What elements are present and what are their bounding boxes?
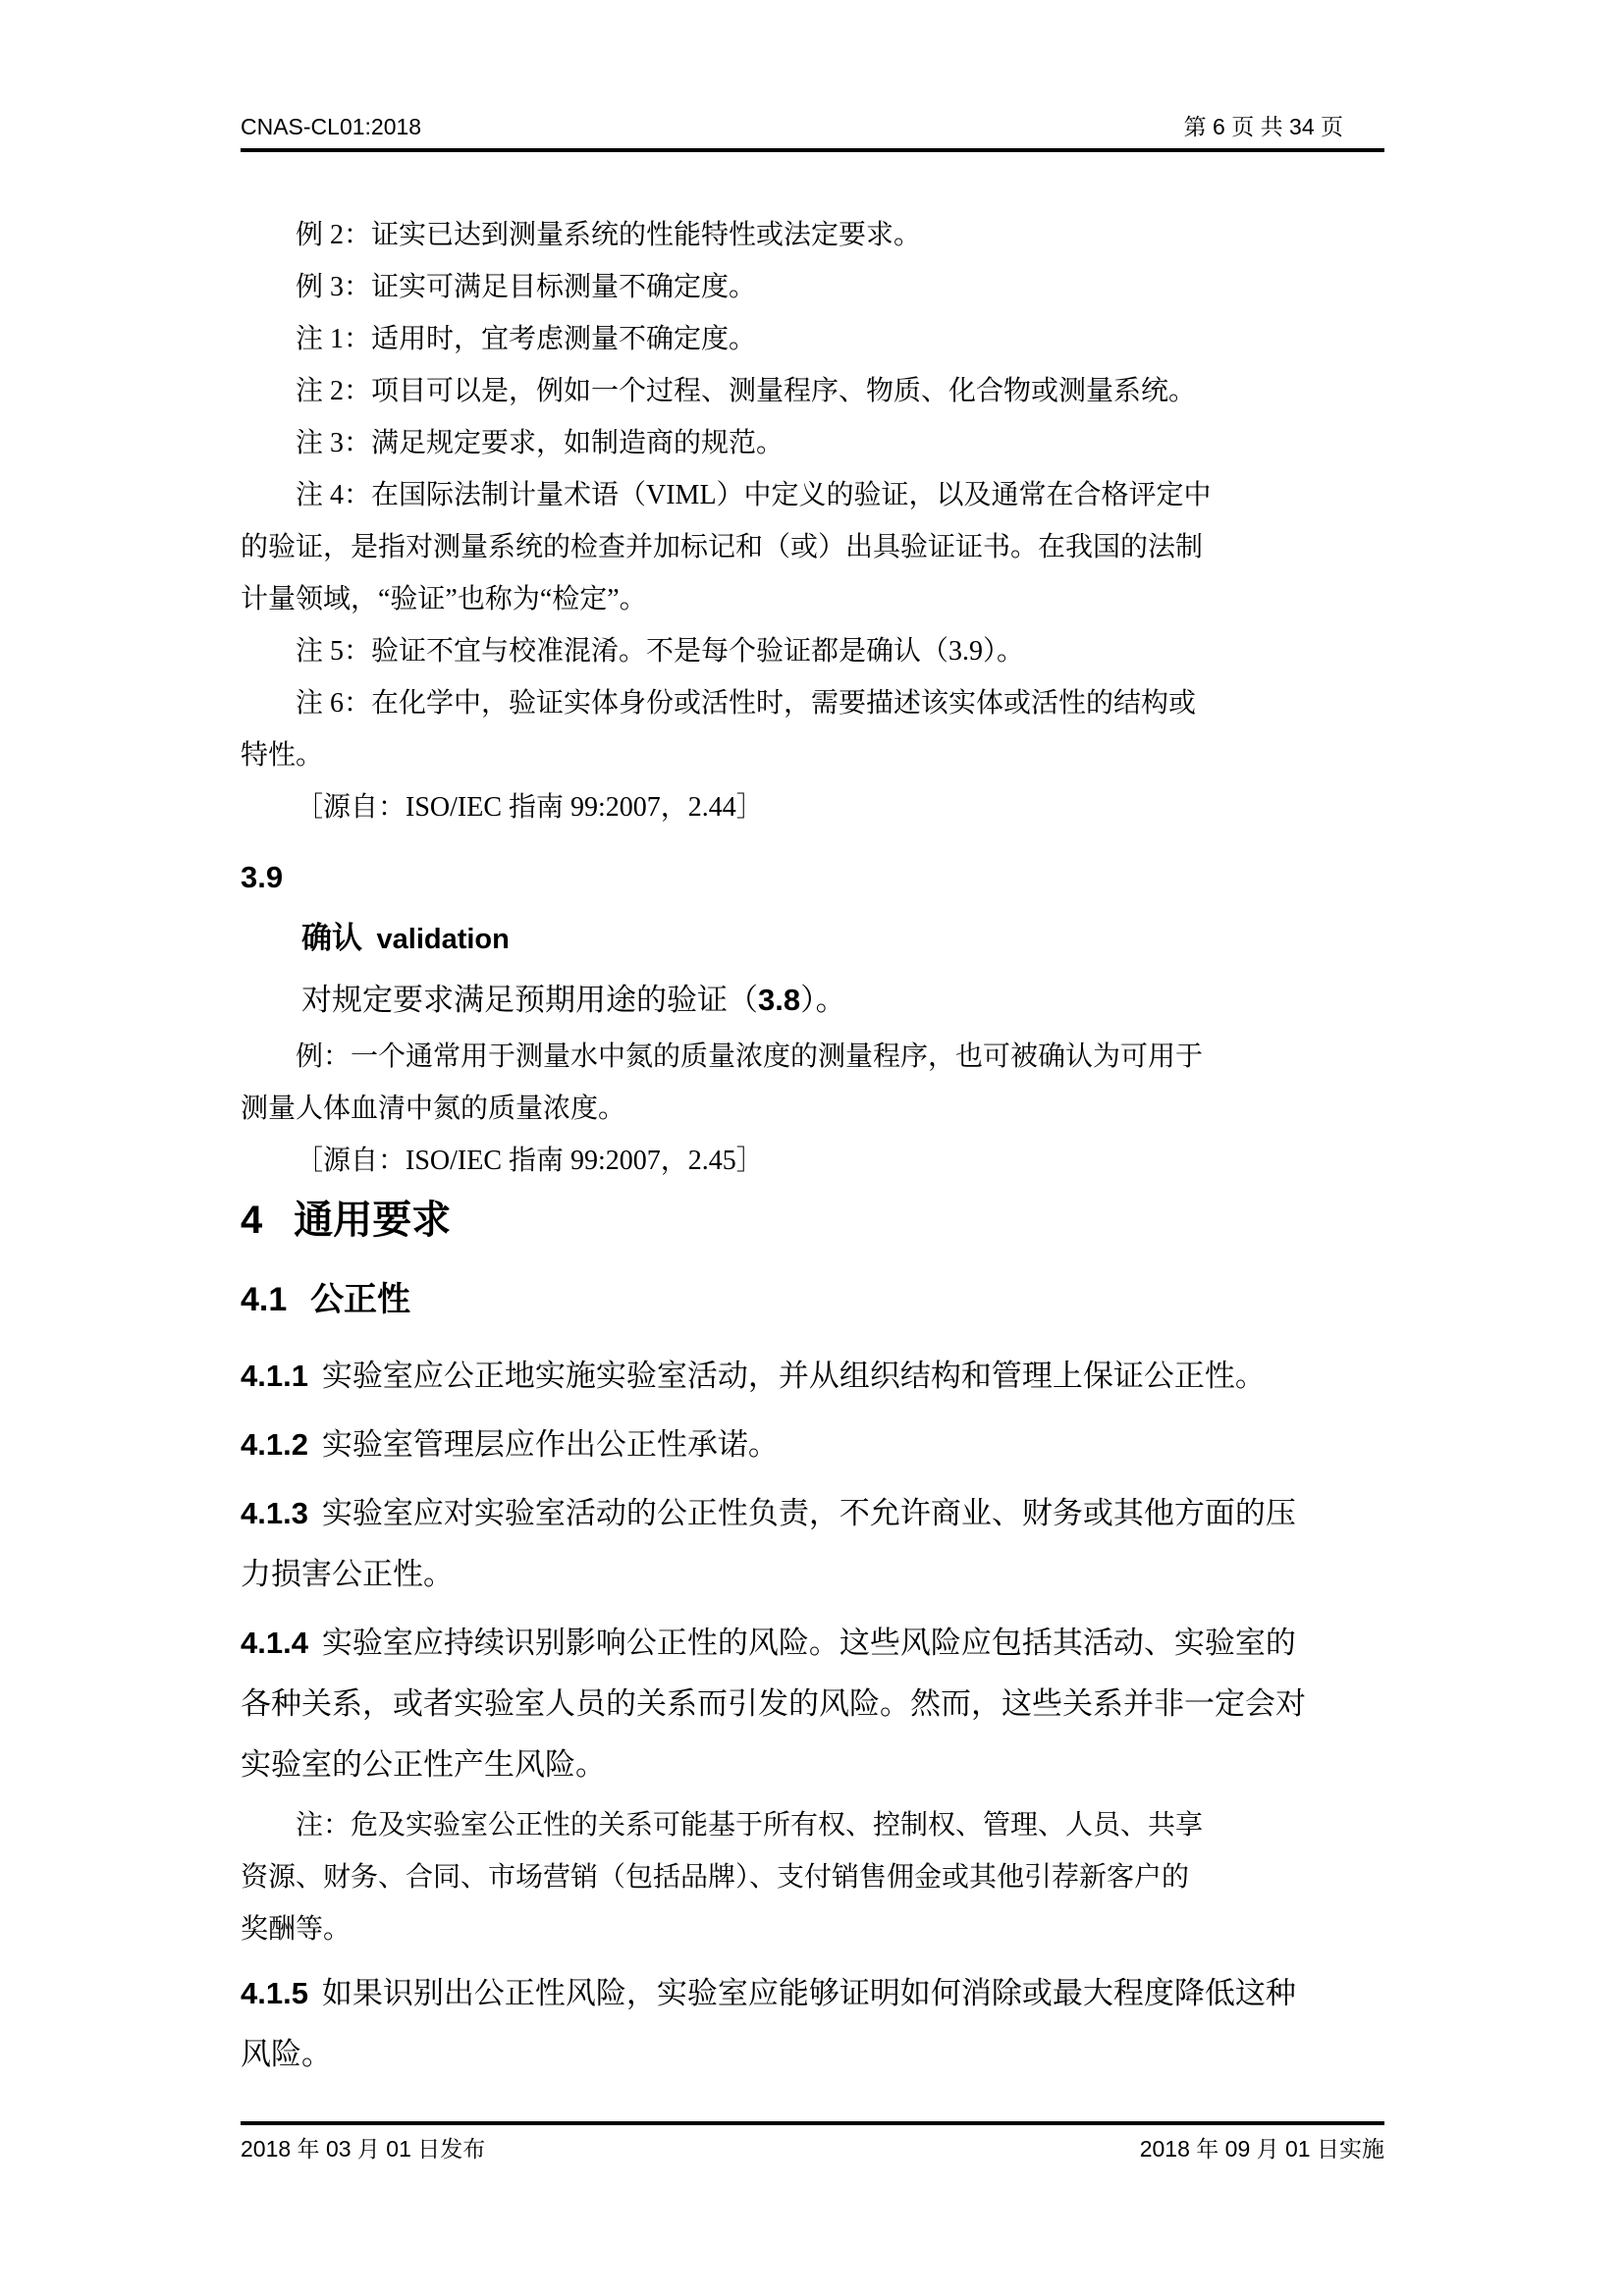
note-4-line-2: 的验证，是指对测量系统的检查并加标记和（或）出具验证证书。在我国的法制 [241,532,1204,562]
clause-4-1-5-line-1 [241,1963,1384,2024]
clause-3-9-definition [241,970,1384,1031]
definition-text-end: ）。 [800,983,846,1017]
clause-4-1-1-number: 4.1.1 [241,1359,308,1393]
cross-reference-3-8: 3.8 [758,983,801,1017]
section-4-1-heading [241,1275,1384,1324]
clause-4-1-1-text: 实验室应公正地实施实验室活动，并从组织结构和管理上保证公正性。 [321,1359,1266,1393]
implement-date: 2018 年 09 月 01 日实施 [1139,2136,1384,2162]
clause-4-1-1 [241,1346,1384,1407]
note-4-line-1: 注 4：在国际法制计量术语（VIML）中定义的验证，以及通常在合格评定中 [296,480,1212,510]
clause-4-1-5-number: 4.1.5 [241,1976,308,2010]
clause-4-1-4-text: 实验室应持续识别影响公正性的风险。这些风险应包括其活动、实验室的 [321,1626,1296,1660]
section-4-1-title: 公正性 [310,1281,411,1318]
term-en: validation [376,924,510,955]
section-4-title: 通用要求 [294,1199,452,1242]
impartiality-note-line-1: 注：危及实验室公正性的关系可能基于所有权、控制权、管理、人员、共享 [296,1810,1204,1841]
impartiality-note-line-3: 奖酬等。 [241,1914,352,1945]
note-2: 注 2：项目可以是，例如一个过程、测量程序、物质、化合物或测量系统。 [296,376,1197,406]
clause-4-1-3-line-2: 力损害公正性。 [241,1557,454,1591]
term-zh: 确认 [301,921,362,955]
page-number-info: 第 6 页 共 34 页 [1183,114,1343,139]
document-code: CNAS-CL01:2018 [241,114,422,139]
page-header [241,115,1384,152]
clause-4-1-2-number: 4.1.2 [241,1427,308,1462]
clause-4-1-2 [241,1415,1384,1475]
clause-4-1-4-line-3: 实验室的公正性产生风险。 [241,1747,606,1782]
example-3: 例 3：证实可满足目标测量不确定度。 [296,272,757,302]
clause-4-1-4-line-1 [241,1613,1384,1674]
note-4-line-3: 计量领域，“验证”也称为“检定”。 [241,584,647,614]
clause-4-1-4-number: 4.1.4 [241,1626,308,1660]
clause-4-1-4-line-2: 各种关系，或者实验室人员的关系而引发的风险。然而，这些关系并非一定会对 [241,1686,1306,1721]
clause-4-1-3-line-1 [241,1483,1384,1544]
section-4-number: 4 [241,1199,263,1242]
clause-3-9-number: 3.9 [241,860,284,894]
example-line-1: 例：一个通常用于测量水中氮的质量浓度的测量程序，也可被确认为可用于 [296,1041,1204,1072]
source-reference-2-45: ［源自：ISO/IEC 指南 99:2007，2.45］ [296,1146,764,1176]
document-body [241,209,1384,2085]
page-footer [241,2121,1384,2162]
release-date: 2018 年 03 月 01 日发布 [241,2136,486,2162]
clause-4-1-5-text: 如果识别出公正性风险，实验室应能够证明如何消除或最大程度降低这种 [321,1976,1296,2010]
definition-text: 对规定要求满足预期用途的验证（ [301,983,758,1017]
term-validation [241,908,1384,970]
clause-4-1-3-number: 4.1.3 [241,1496,308,1530]
header-rule [241,148,1384,152]
clause-4-1-2-text: 实验室管理层应作出公正性承诺。 [321,1427,779,1462]
source-reference-2-44: ［源自：ISO/IEC 指南 99:2007，2.44］ [296,792,764,823]
example-line-2: 测量人体血清中氮的质量浓度。 [241,1094,626,1124]
note-6-line-1: 注 6：在化学中，验证实体身份或活性时，需要描述该实体或活性的结构或 [296,688,1197,719]
clause-4-1-3-text: 实验室应对实验室活动的公正性负责，不允许商业、财务或其他方面的压 [321,1496,1296,1530]
impartiality-note-line-2: 资源、财务、合同、市场营销（包括品牌）、支付销售佣金或其他引荐新客户的 [241,1862,1190,1893]
clause-4-1-5-line-2: 风险。 [241,2037,332,2071]
note-6-line-2: 特性。 [241,740,324,771]
note-5: 注 5：验证不宜与校准混淆。不是每个验证都是确认（3.9）。 [296,636,1025,667]
note-1: 注 1：适用时，宜考虑测量不确定度。 [296,324,757,354]
section-4-1-number: 4.1 [241,1281,288,1318]
note-3: 注 3：满足规定要求，如制造商的规范。 [296,428,785,458]
section-4-heading [241,1191,1384,1250]
example-2: 例 2：证实已达到测量系统的性能特性或法定要求。 [296,220,922,250]
